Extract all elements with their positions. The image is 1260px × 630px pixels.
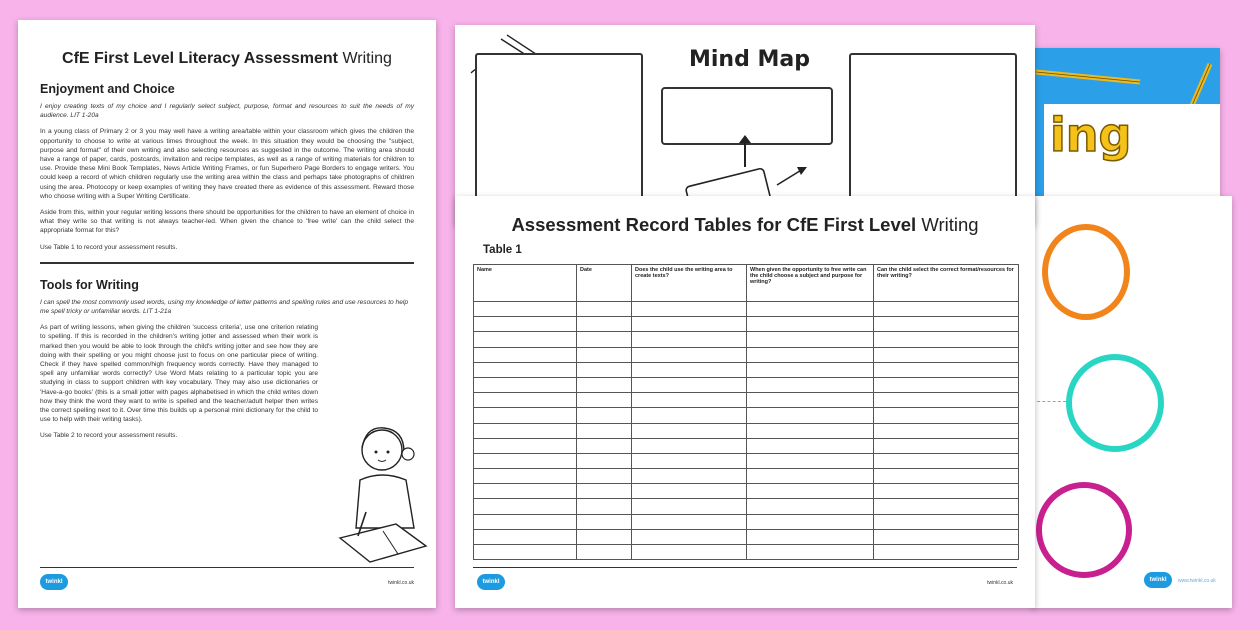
section-outcome: I enjoy creating texts of my choice and I regularly select subject, purpose, format and resources to suit the needs of my audience. LIT 1-20a <box>40 103 414 120</box>
table-cell[interactable] <box>474 332 577 347</box>
table-cell[interactable] <box>577 393 632 408</box>
connector-line <box>1032 401 1066 402</box>
table-row <box>474 514 1019 529</box>
table-cell[interactable] <box>874 423 1019 438</box>
table-cell[interactable] <box>747 514 874 529</box>
table-cell[interactable] <box>632 347 747 362</box>
table-cell[interactable] <box>747 393 874 408</box>
column-header-name: Name <box>474 265 577 302</box>
phonics-poster-page <box>1030 48 1220 198</box>
literacy-assessment-page <box>18 20 436 608</box>
table-cell[interactable] <box>474 529 577 544</box>
table-cell[interactable] <box>632 317 747 332</box>
table-cell[interactable] <box>577 469 632 484</box>
section-paragraph: In a young class of Primary 2 or 3 you may well have a writing area/table within your classroom which gives the children the opportunity to choose to write at various times throughout the week. In this situation they would be choosing the "subject, purpose and format" of their own writing and also selecting resources as suggested in the outcome. The writing area should have a range of paper, cards, postcards, invitation and recipe templates, as well as a range of writing materials for children to use. Provide these Mini Book Templates, News Article Writing Frames, or fun Superhero Page Borders to engage writers. You could keep a record of which children regularly use the writing area within the class and perhaps take photographs of children using the area. Photocopy or keep examples of writing they have created there as evidence of this assessment. Reward those who choose writing with a Super Writing Certificate. <box>40 128 414 200</box>
table-cell[interactable] <box>874 545 1019 560</box>
table-cell[interactable] <box>874 377 1019 392</box>
table-cell[interactable] <box>474 453 577 468</box>
table-cell[interactable] <box>474 317 577 332</box>
table-cell[interactable] <box>474 408 577 423</box>
table-cell[interactable] <box>747 469 874 484</box>
table-row <box>474 484 1019 499</box>
table-cell[interactable] <box>577 438 632 453</box>
table-row <box>474 332 1019 347</box>
table-row <box>474 393 1019 408</box>
girl-writing-illustration <box>336 420 432 570</box>
table-cell[interactable] <box>474 514 577 529</box>
table-cell[interactable] <box>577 408 632 423</box>
table-cell[interactable] <box>632 438 747 453</box>
document-title <box>40 50 414 68</box>
table-cell[interactable] <box>577 453 632 468</box>
table-cell[interactable] <box>577 347 632 362</box>
table-cell[interactable] <box>747 347 874 362</box>
table-cell[interactable] <box>474 469 577 484</box>
table-cell[interactable] <box>747 453 874 468</box>
section-use-line: Use Table 2 to record your assessment results. <box>40 432 178 440</box>
table-cell[interactable] <box>474 545 577 560</box>
table-row <box>474 423 1019 438</box>
table-cell[interactable] <box>874 484 1019 499</box>
table-cell[interactable] <box>632 302 747 317</box>
table-cell[interactable] <box>747 438 874 453</box>
table-row <box>474 469 1019 484</box>
table-cell[interactable] <box>474 377 577 392</box>
table-cell[interactable] <box>632 545 747 560</box>
table-cell[interactable] <box>632 377 747 392</box>
assessment-record-table <box>473 264 1019 560</box>
table-cell[interactable] <box>474 362 577 377</box>
table-cell[interactable] <box>577 332 632 347</box>
table-cell[interactable] <box>632 393 747 408</box>
table-cell[interactable] <box>874 332 1019 347</box>
table-cell[interactable] <box>874 514 1019 529</box>
table-cell[interactable] <box>577 423 632 438</box>
table-cell[interactable] <box>577 529 632 544</box>
title-light: Writing <box>342 50 392 67</box>
table-cell[interactable] <box>632 362 747 377</box>
magenta-circle <box>1036 482 1132 578</box>
table-cell[interactable] <box>474 347 577 362</box>
section-paragraph: As part of writing lessons, when giving the children 'success criteria', use one criterion relating to spelling. If this is recorded in the children's writing jotter and assessed when their work is marked then you would be able to look through the child's writing jotter and see how they are doing with their spelling or you might choose just to focus on one particular piece of writing. Check if they have spelled common/high frequency words correctly. Have they managed to spell any unfamiliar words correctly? Use Word Mats relating to a particular topic you are studying in class to support children with key vocabulary. They may also use dictionaries or 'Have-a-go books' (this is a small jotter with pages alphabetised in which the child writes down how they think the word they want to write is spelled and the teacher/adult helper then writes the correct spelling next to it. Over time this builds up a personal mini dictionary for the child to use to help with their writing tasks). <box>40 324 318 424</box>
table-cell[interactable] <box>577 514 632 529</box>
table-cell[interactable] <box>747 484 874 499</box>
table-cell[interactable] <box>632 423 747 438</box>
footer-url: twinkl.co.uk <box>388 580 414 586</box>
section-divider <box>40 262 414 264</box>
table-header-row <box>474 265 1019 302</box>
footer-divider <box>473 567 1017 568</box>
table-cell[interactable] <box>632 453 747 468</box>
table-cell[interactable] <box>747 362 874 377</box>
table-subtitle: Table 1 <box>483 244 522 256</box>
orange-circle <box>1042 224 1130 320</box>
table-cell[interactable] <box>874 317 1019 332</box>
table-row <box>474 302 1019 317</box>
table-cell[interactable] <box>577 317 632 332</box>
table-cell[interactable] <box>747 499 874 514</box>
column-header-date: Date <box>577 265 632 302</box>
table-row <box>474 362 1019 377</box>
table-cell[interactable] <box>874 362 1019 377</box>
table-cell[interactable] <box>577 484 632 499</box>
table-cell[interactable] <box>747 317 874 332</box>
footer-url: twinkl.co.uk <box>987 580 1013 586</box>
table-cell[interactable] <box>474 438 577 453</box>
table-row <box>474 317 1019 332</box>
table-cell[interactable] <box>874 529 1019 544</box>
title-bold: Assessment Record Tables for CfE First Level <box>511 214 917 235</box>
column-header-free-write: When given the opportunity to free write can the child choose a subject and purpose for writing? <box>747 265 874 302</box>
table-page-title <box>473 214 1017 236</box>
table-cell[interactable] <box>577 302 632 317</box>
table-cell[interactable] <box>577 545 632 560</box>
table-cell[interactable] <box>874 393 1019 408</box>
twinkl-logo: twinkl <box>1144 572 1172 588</box>
table-row <box>474 499 1019 514</box>
table-cell[interactable] <box>474 393 577 408</box>
table-row <box>474 453 1019 468</box>
section-heading-enjoyment: Enjoyment and Choice <box>40 82 175 96</box>
table-cell[interactable] <box>874 499 1019 514</box>
table-cell[interactable] <box>474 499 577 514</box>
table-cell[interactable] <box>874 438 1019 453</box>
table-cell[interactable] <box>632 469 747 484</box>
teal-circle <box>1066 354 1164 452</box>
table-row <box>474 545 1019 560</box>
table-row <box>474 347 1019 362</box>
table-cell[interactable] <box>747 302 874 317</box>
table-row <box>474 377 1019 392</box>
circles-page <box>1032 196 1232 608</box>
table-cell[interactable] <box>577 362 632 377</box>
title-bold: CfE First Level Literacy Assessment <box>62 50 338 67</box>
table-cell[interactable] <box>474 302 577 317</box>
table-cell[interactable] <box>474 423 577 438</box>
table-cell[interactable] <box>577 377 632 392</box>
table-row <box>474 529 1019 544</box>
table-cell[interactable] <box>577 499 632 514</box>
table-cell[interactable] <box>874 302 1019 317</box>
mind-map-title: Mind Map <box>689 47 810 72</box>
table-row <box>474 438 1019 453</box>
table-cell[interactable] <box>632 332 747 347</box>
table-cell[interactable] <box>747 423 874 438</box>
table-row <box>474 408 1019 423</box>
footer-url: www.twinkl.co.uk <box>1178 578 1216 584</box>
table-cell[interactable] <box>874 453 1019 468</box>
table-cell[interactable] <box>632 484 747 499</box>
table-cell[interactable] <box>747 529 874 544</box>
title-light: Writing <box>921 214 979 235</box>
column-header-writing-area: Does the child use the writing area to create texts? <box>632 265 747 302</box>
table-cell[interactable] <box>874 347 1019 362</box>
poster-word: ing <box>1050 108 1132 162</box>
twinkl-logo: twinkl <box>40 574 68 590</box>
table-cell[interactable] <box>874 408 1019 423</box>
table-cell[interactable] <box>747 332 874 347</box>
assessment-record-page <box>455 196 1035 608</box>
column-header-format: Can the child select the correct format/resources for their writing? <box>874 265 1019 302</box>
table-cell[interactable] <box>747 408 874 423</box>
table-cell[interactable] <box>474 484 577 499</box>
table-cell[interactable] <box>632 514 747 529</box>
table-cell[interactable] <box>632 529 747 544</box>
section-use-line: Use Table 1 to record your assessment results. <box>40 243 178 251</box>
footer-divider <box>40 567 414 568</box>
table-cell[interactable] <box>632 499 747 514</box>
table-cell[interactable] <box>747 545 874 560</box>
table-cell[interactable] <box>747 377 874 392</box>
section-outcome: I can spell the most commonly used words, using my knowledge of letter patterns and spelling rules and use resources to help me spell tricky or unfamiliar words. LIT 1-21a <box>40 298 408 316</box>
twinkl-logo: twinkl <box>477 574 505 590</box>
section-paragraph: Aside from this, within your regular writing lessons there should be opportunities for the children to have an element of choice in what they write so that writing is not always teacher-led. When given the chance to 'free write' can the child select the appropriate format for this? <box>40 209 414 235</box>
section-heading-tools: Tools for Writing <box>40 277 139 292</box>
table-cell[interactable] <box>632 408 747 423</box>
mind-map-page <box>455 25 1035 225</box>
table-cell[interactable] <box>874 469 1019 484</box>
